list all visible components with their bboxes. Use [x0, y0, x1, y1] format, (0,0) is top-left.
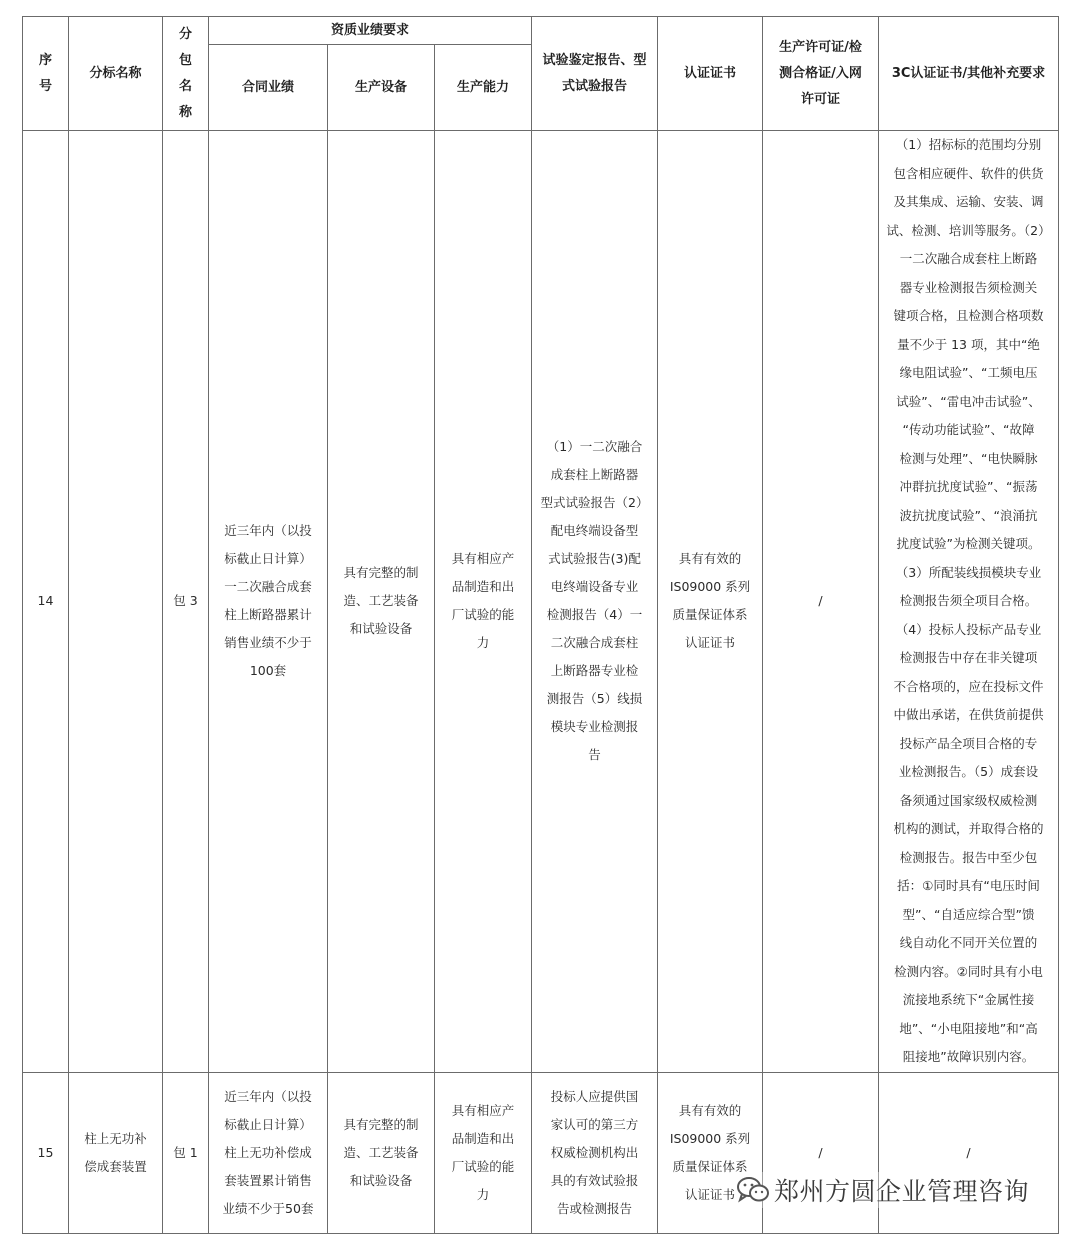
cell-license: / — [763, 131, 879, 1073]
cell-seq: 15 — [23, 1072, 69, 1233]
cell-contract: 近三年内（以投 标截止日计算） 柱上无功补偿成 套装置累计销售 业绩不少于50套 — [209, 1072, 328, 1233]
cell-bid-name: 柱上无功补 偿成套装置 — [69, 1072, 163, 1233]
header-seq: 序 号 — [23, 17, 69, 131]
cell-certificate: 具有有效的 IS09000 系列 质量保证体系 认证证书 — [658, 1072, 763, 1233]
requirements-table — [22, 16, 1059, 1234]
header-ccc: 3C认证证书/其他补充要求 — [879, 17, 1059, 131]
cell-ccc: / — [879, 1072, 1059, 1233]
cell-license: / — [763, 1072, 879, 1233]
wechat-icon — [736, 1175, 770, 1205]
cell-capacity: 具有相应产 品制造和出 厂试验的能 力 — [435, 1072, 532, 1233]
table-row — [23, 1072, 1059, 1233]
cell-test-report: （1）一二次融合 成套柱上断路器 型式试验报告（2） 配电终端设备型 式试验报告(3)配 电终端设备专业 检测报告（4）一 二次融合成套柱 上断路器专业检 测报告（5）线损 模块专业检测报 告 — [532, 131, 658, 1073]
header-capacity: 生产能力 — [435, 45, 532, 131]
header-test-report: 试验鉴定报告、型 式试验报告 — [532, 17, 658, 131]
header-package-name: 分 包 名 称 — [163, 17, 209, 131]
cell-seq: 14 — [23, 131, 69, 1073]
cell-bid-name — [69, 131, 163, 1073]
cell-equipment: 具有完整的制 造、工艺装备 和试验设备 — [328, 131, 435, 1073]
header-contract: 合同业绩 — [209, 45, 328, 131]
header-certificate: 认证证书 — [658, 17, 763, 131]
cell-ccc: （1）招标标的范围均分别 包含相应硬件、软件的供货 及其集成、运输、安装、调 试、检测、培训等服务。（2） 一二次融合成套柱上断路 器专业检测报告须检测关 键项合格，且检测合格项数 量不少于 13 项，其中“绝 缘电阻试验”、“工频电压 试验”、“雷电冲击试验”、 “传动功能试验”、“故障 检测与处理”、“电快瞬脉 冲群抗扰度试验”、“振荡 波抗扰度试验”、“浪涌抗 扰度试验”为检测关键项。 （3）所配装线损模块专业 检测报告须全项目合格。 （4）投标人投标产品专业 检测报告中存在非关键项 不合格项的，应在投标文件 中做出承诺，在供货前提供 投标产品全项目合格的专 业检测报告。（5）成套设 备须通过国家级权威检测 机构的测试，并取得合格的 检测报告。报告中至少包 括：①同时具有“电压时间 型”、“自适应综合型”馈 线自动化不同开关位置的 检测内容。②同时具有小电 流接地系统下“金属性接 地”、“小电阻接地”和“高 阻接地”故障识别内容。 — [879, 131, 1059, 1073]
cell-capacity: 具有相应产 品制造和出 厂试验的能 力 — [435, 131, 532, 1073]
table-row — [23, 131, 1059, 1073]
header-equipment: 生产设备 — [328, 45, 435, 131]
cell-contract: 近三年内（以投 标截止日计算） 一二次融合成套 柱上断路器累计 销售业绩不少于 100套 — [209, 131, 328, 1073]
cell-equipment: 具有完整的制 造、工艺装备 和试验设备 — [328, 1072, 435, 1233]
header-qualification-group: 资质业绩要求 — [209, 17, 532, 45]
cell-package: 包 1 — [163, 1072, 209, 1233]
watermark — [736, 1172, 1029, 1208]
cell-certificate: 具有有效的 IS09000 系列 质量保证体系 认证证书 — [658, 131, 763, 1073]
cell-package: 包 3 — [163, 131, 209, 1073]
header-license: 生产许可证/检 测合格证/入网 许可证 — [763, 17, 879, 131]
cell-test-report: 投标人应提供国 家认可的第三方 权威检测机构出 具的有效试验报 告或检测报告 — [532, 1072, 658, 1233]
header-bid-name: 分标名称 — [69, 17, 163, 131]
watermark-text: 郑州方圆企业管理咨询 — [774, 1177, 1030, 1206]
